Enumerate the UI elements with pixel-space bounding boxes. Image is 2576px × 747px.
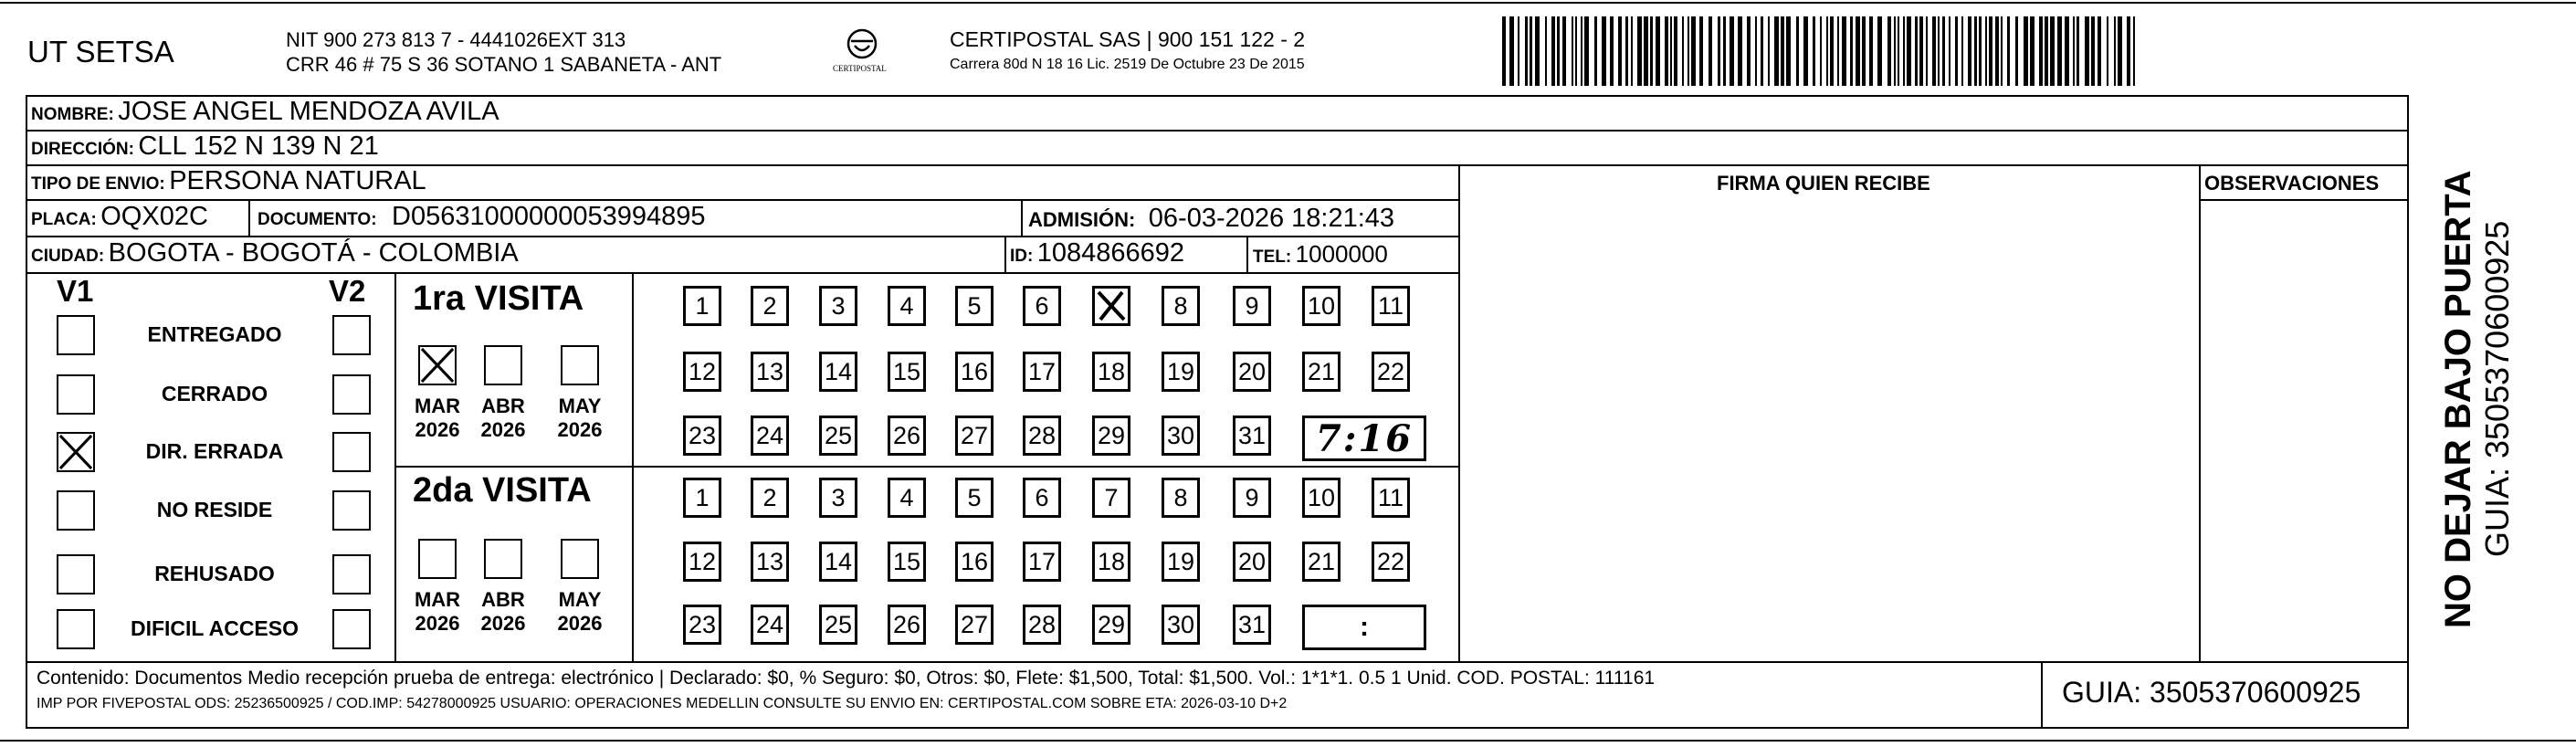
v1-checkbox[interactable]	[57, 315, 95, 355]
time-box[interactable]	[1302, 416, 1426, 461]
barcode-bar	[1862, 16, 1866, 86]
barcode-bar	[1509, 16, 1514, 86]
barcode-bar	[1877, 16, 1882, 86]
bottom-rule	[0, 740, 2576, 742]
barcode-bar	[1562, 16, 1566, 86]
day-box[interactable]: 4	[888, 478, 926, 518]
barcode-bar	[1625, 16, 1628, 86]
barcode-bar	[1665, 16, 1668, 86]
barcode-bar	[2024, 16, 2028, 86]
time-value: :	[1360, 612, 1369, 642]
tel-value: 1000000	[1295, 240, 1388, 268]
name-label: NOMBRE:	[31, 105, 114, 124]
month-label: ABR 2026	[480, 588, 526, 635]
v2-checkbox[interactable]	[332, 609, 371, 649]
barcode-bar	[1856, 16, 1860, 86]
v1-checkbox[interactable]	[57, 374, 95, 415]
day-box[interactable]: 29	[1092, 416, 1130, 456]
barcode-bar	[1709, 16, 1712, 86]
barcode-bar	[2091, 16, 2095, 86]
day-box[interactable]: 26	[888, 416, 926, 456]
day-box[interactable]: 22	[1372, 542, 1410, 582]
month-label: MAY 2026	[557, 395, 603, 441]
day-box[interactable]: 20	[1233, 352, 1271, 392]
barcode-bar	[1932, 16, 1936, 86]
id-value: 1084866692	[1036, 238, 1185, 268]
day-box[interactable]: 5	[955, 286, 994, 326]
day-box[interactable]: 21	[1302, 542, 1341, 582]
barcode-bar	[1650, 16, 1653, 86]
barcode-bar	[1738, 16, 1742, 86]
company-address: CRR 46 # 75 S 36 SOTANO 1 SABANETA - ANT	[286, 53, 722, 76]
barcode-bar	[1995, 16, 1999, 86]
day-box[interactable]: 9	[1233, 478, 1271, 518]
day-box[interactable]: 26	[888, 605, 926, 645]
time-box[interactable]	[1302, 605, 1426, 650]
city-field	[31, 238, 519, 268]
barcode-bar	[1979, 16, 1982, 86]
barcode-bar	[2001, 16, 2003, 86]
document-field	[258, 202, 706, 232]
v2-checkbox[interactable]	[332, 554, 371, 594]
month-label: MAR 2026	[414, 395, 461, 441]
nit-line: NIT 900 273 813 7 - 4441026EXT 313	[286, 28, 626, 51]
barcode	[1502, 16, 2141, 86]
barcode-bar	[1747, 16, 1751, 86]
recipient-address: CLL 152 N 139 N 21	[138, 132, 379, 161]
day-box[interactable]: 11	[1372, 286, 1410, 326]
day-box[interactable]: 9	[1233, 286, 1271, 326]
barcode-bar	[1887, 16, 1891, 86]
barcode-bar	[2098, 16, 2101, 86]
day-box[interactable]: 8	[1162, 478, 1200, 518]
recipient-address-row	[31, 132, 379, 162]
cross-mark-icon	[58, 434, 93, 470]
day-box[interactable]: 8	[1162, 286, 1200, 326]
day-box[interactable]: 24	[751, 605, 789, 645]
barcode-bar	[1674, 16, 1677, 86]
day-box[interactable]: 25	[819, 605, 857, 645]
barcode-bar	[1907, 16, 1911, 86]
reason-label: DIR. ERRADA	[145, 439, 284, 463]
barcode-bar	[1575, 16, 1577, 86]
side-guia: GUIA: 3505370600925	[2478, 220, 2516, 557]
barcode-bar	[1637, 16, 1642, 86]
day-box[interactable]: 19	[1162, 542, 1200, 582]
first-visit-title: 1ra VISITA	[413, 279, 584, 318]
barcode-bar	[2039, 16, 2043, 86]
day-box[interactable]: 10	[1302, 286, 1341, 326]
month-label: ABR 2026	[480, 395, 526, 441]
day-box[interactable]: 16	[955, 352, 994, 392]
reason-label: CERRADO	[161, 382, 268, 405]
day-box[interactable]: 17	[1023, 352, 1061, 392]
reason-label: REHUSADO	[154, 562, 275, 585]
day-box[interactable]: 7	[1092, 478, 1130, 518]
city-label: CIUDAD:	[31, 247, 105, 266]
company-name: UT SETSA	[27, 35, 174, 68]
day-box[interactable]: 24	[751, 416, 789, 456]
barcode-bar	[2050, 16, 2055, 86]
barcode-bar	[1955, 16, 1958, 86]
v1-checkbox[interactable]	[57, 432, 95, 472]
barcode-bar	[1803, 16, 1808, 86]
day-box[interactable]: 18	[1092, 352, 1130, 392]
plate-value: OQX02C	[100, 202, 208, 231]
barcode-bar	[1850, 16, 1853, 86]
day-box[interactable]: 6	[1023, 478, 1061, 518]
reason-label: ENTREGADO	[147, 322, 282, 346]
address-label: DIRECCIÓN:	[31, 140, 134, 159]
barcode-bar	[1551, 16, 1555, 86]
month-label: MAR 2026	[414, 588, 461, 635]
day-box[interactable]: 18	[1092, 542, 1130, 582]
barcode-bar	[1618, 16, 1622, 86]
day-box[interactable]: 11	[1372, 478, 1410, 518]
month-checkbox[interactable]	[418, 345, 457, 385]
plate-label: PLACA:	[31, 210, 97, 229]
barcode-bar	[1594, 16, 1597, 86]
barcode-bar	[1682, 16, 1684, 86]
day-box[interactable]: 27	[955, 416, 994, 456]
barcode-bar	[2127, 16, 2130, 86]
barcode-bar	[1644, 16, 1648, 86]
barcode-bar	[1894, 16, 1896, 86]
month-checkbox[interactable]	[561, 539, 599, 579]
barcode-bar	[2007, 16, 2010, 86]
barcode-bar	[1730, 16, 1734, 86]
barcode-bar	[2085, 16, 2089, 86]
license-line: Carrera 80d N 18 16 Lic. 2519 De Octubre 23 De 2015	[950, 57, 1305, 72]
v1-checkbox[interactable]	[57, 609, 95, 649]
month-checkbox[interactable]	[484, 345, 522, 385]
barcode-bar	[2065, 16, 2069, 86]
day-box[interactable]: 28	[1023, 605, 1061, 645]
barcode-bar	[1915, 16, 1918, 86]
admission-label: ADMISIÓN:	[1028, 208, 1136, 231]
document-label: DOCUMENTO:	[258, 210, 377, 229]
barcode-bar	[1581, 16, 1582, 86]
barcode-bar	[2133, 16, 2135, 86]
barcode-bar	[1699, 16, 1703, 86]
barcode-bar	[1903, 16, 1905, 86]
day-box[interactable]: 19	[1162, 352, 1200, 392]
barcode-bar	[1869, 16, 1873, 86]
shipment-type: PERSONA NATURAL	[169, 166, 426, 195]
barcode-bar	[1842, 16, 1846, 86]
certipostal-line: CERTIPOSTAL SAS | 900 151 122 - 2	[950, 27, 1306, 51]
day-box[interactable]: 15	[888, 352, 926, 392]
barcode-bar	[1786, 16, 1791, 86]
sign-label: FIRMA QUIEN RECIBE	[1717, 172, 1930, 195]
day-box[interactable]: 12	[683, 542, 721, 582]
month-checkbox[interactable]	[561, 345, 599, 385]
day-box[interactable]: 13	[751, 352, 789, 392]
barcode-bar	[1926, 16, 1928, 86]
v2-checkbox[interactable]	[332, 374, 371, 415]
barcode-bar	[2077, 16, 2079, 86]
barcode-bar	[2015, 16, 2018, 86]
top-rule	[0, 2, 2576, 4]
barcode-bar	[1985, 16, 1987, 86]
day-box[interactable]: 20	[1233, 542, 1271, 582]
barcode-bar	[1938, 16, 1940, 86]
day-box[interactable]: 27	[955, 605, 994, 645]
barcode-bar	[1820, 16, 1822, 86]
barcode-bar	[1961, 16, 1963, 86]
barcode-bar	[1774, 16, 1779, 86]
barcode-bar	[1502, 16, 1506, 86]
barcode-bar	[2118, 16, 2122, 86]
tel-field	[1253, 240, 1388, 268]
no-dejar-bajo-puerta: NO DEJAR BAJO PUERTA	[2438, 170, 2478, 628]
reason-label: NO RESIDE	[156, 498, 273, 521]
day-box[interactable]: 16	[955, 542, 994, 582]
day-box[interactable]: 29	[1092, 605, 1130, 645]
barcode-bar	[1989, 16, 1992, 86]
barcode-bar	[1761, 16, 1763, 86]
document-value: D05631000000053994895	[392, 202, 706, 231]
shipment-type-row	[31, 166, 426, 196]
day-box[interactable]: 3	[819, 478, 857, 518]
barcode-bar	[1974, 16, 1977, 86]
v1-label: V1	[57, 274, 94, 308]
day-box[interactable]: 13	[751, 542, 789, 582]
day-box[interactable]: 2	[751, 286, 789, 326]
v2-label: V2	[329, 274, 366, 308]
barcode-bar	[2073, 16, 2075, 86]
logo-text: CERTIPOSTAL	[833, 64, 887, 73]
day-box[interactable]	[1092, 286, 1130, 326]
content-line: Contenido: Documentos Medio recepción prueba de entrega: electrónico | Declarado: $0, % Seguro: $0, Otros: $0, Flete: $1,500, Total: $1,500. Vol.: 1*1*1. 0.5 1 Unid. COD. POSTAL: 111161	[37, 668, 1656, 689]
barcode-bar	[1768, 16, 1770, 86]
day-box[interactable]: 31	[1233, 605, 1271, 645]
v2-checkbox[interactable]	[332, 432, 371, 472]
barcode-bar	[1796, 16, 1799, 86]
v1-checkbox[interactable]	[57, 490, 95, 531]
barcode-bar	[1781, 16, 1784, 86]
barcode-bar	[1755, 16, 1757, 86]
barcode-bar	[1919, 16, 1923, 86]
admission-value: 06-03-2026 18:21:43	[1148, 204, 1395, 233]
barcode-bar	[1602, 16, 1606, 86]
recipient-name-row	[31, 97, 499, 127]
city-value: BOGOTA - BOGOTÁ - COLOMBIA	[108, 238, 519, 268]
barcode-bar	[1723, 16, 1726, 86]
barcode-bar	[1898, 16, 1899, 86]
second-visit-title: 2da VISITA	[413, 471, 592, 510]
tel-label: TEL:	[1253, 247, 1292, 267]
day-box[interactable]: 1	[683, 478, 721, 518]
day-box[interactable]: 23	[683, 605, 721, 645]
barcode-bar	[1610, 16, 1614, 86]
v1-checkbox[interactable]	[57, 554, 95, 594]
barcode-bar	[2030, 16, 2035, 86]
barcode-bar	[1813, 16, 1815, 86]
barcode-bar	[1530, 16, 1532, 86]
day-box[interactable]: 28	[1023, 416, 1061, 456]
barcode-bar	[1631, 16, 1633, 86]
day-box[interactable]: 10	[1302, 478, 1341, 518]
barcode-bar	[1837, 16, 1839, 86]
day-box[interactable]: 2	[751, 478, 789, 518]
barcode-bar	[1942, 16, 1945, 86]
barcode-bar	[1949, 16, 1950, 86]
barcode-bar	[2057, 16, 2062, 86]
barcode-bar	[1968, 16, 1971, 86]
barcode-bar	[1656, 16, 1660, 86]
admission-field	[1028, 204, 1394, 234]
barcode-bar	[1535, 16, 1540, 86]
reason-label: DIFICIL ACCESO	[130, 616, 299, 640]
barcode-bar	[2107, 16, 2108, 86]
day-box[interactable]: 17	[1023, 542, 1061, 582]
plate-field	[31, 202, 208, 232]
day-box[interactable]: 30	[1162, 416, 1200, 456]
v2-checkbox[interactable]	[332, 315, 371, 355]
v2-checkbox[interactable]	[332, 490, 371, 531]
day-box[interactable]: 1	[683, 286, 721, 326]
barcode-bar	[1518, 16, 1519, 86]
type-label: TIPO DE ENVIO:	[31, 174, 165, 194]
footer-guia: GUIA: 3505370600925	[2062, 676, 2361, 709]
day-box[interactable]: 6	[1023, 286, 1061, 326]
barcode-bar	[1826, 16, 1828, 86]
month-checkbox[interactable]	[418, 539, 457, 579]
cross-mark-icon	[420, 347, 455, 384]
day-box[interactable]: 14	[819, 542, 857, 582]
imp-line: IMP POR FIVEPOSTAL ODS: 25236500925 / COD.IMP: 54278000925 USUARIO: OPERACIONES MEDELLIN CONSULTE SU ENVIO EN: CERTIPOSTAL.COM SOBRE ETA: 2026-03-10 D+2	[37, 696, 1288, 711]
day-box[interactable]: 12	[683, 352, 721, 392]
barcode-bar	[1525, 16, 1528, 86]
day-box[interactable]: 4	[888, 286, 926, 326]
barcode-bar	[1584, 16, 1589, 86]
month-label: MAY 2026	[557, 588, 603, 635]
barcode-bar	[1545, 16, 1547, 86]
observations-label: OBSERVACIONES	[2204, 172, 2380, 195]
day-box[interactable]: 31	[1233, 416, 1271, 456]
day-box[interactable]: 15	[888, 542, 926, 582]
barcode-bar	[1557, 16, 1560, 86]
day-box[interactable]: 22	[1372, 352, 1410, 392]
day-box[interactable]: 3	[819, 286, 857, 326]
month-checkbox[interactable]	[484, 539, 522, 579]
time-value: 7:16	[1315, 416, 1414, 460]
barcode-bar	[2114, 16, 2116, 86]
day-box[interactable]: 30	[1162, 605, 1200, 645]
certipostal-logo	[827, 26, 897, 80]
id-field	[1010, 238, 1184, 268]
cross-mark-icon	[1095, 289, 1128, 323]
day-box[interactable]: 14	[819, 352, 857, 392]
barcode-bar	[1572, 16, 1573, 86]
barcode-bar	[1670, 16, 1672, 86]
recipient-name: JOSE ANGEL MENDOZA AVILA	[118, 97, 499, 126]
day-box[interactable]: 23	[683, 416, 721, 456]
barcode-bar	[1718, 16, 1720, 86]
id-label: ID:	[1010, 247, 1034, 266]
barcode-bar	[1830, 16, 1834, 86]
barcode-bar	[1688, 16, 1689, 86]
barcode-bar	[1691, 16, 1696, 86]
barcode-bar	[2045, 16, 2048, 86]
day-box[interactable]: 25	[819, 416, 857, 456]
day-box[interactable]: 21	[1302, 352, 1341, 392]
day-box[interactable]: 5	[955, 478, 994, 518]
